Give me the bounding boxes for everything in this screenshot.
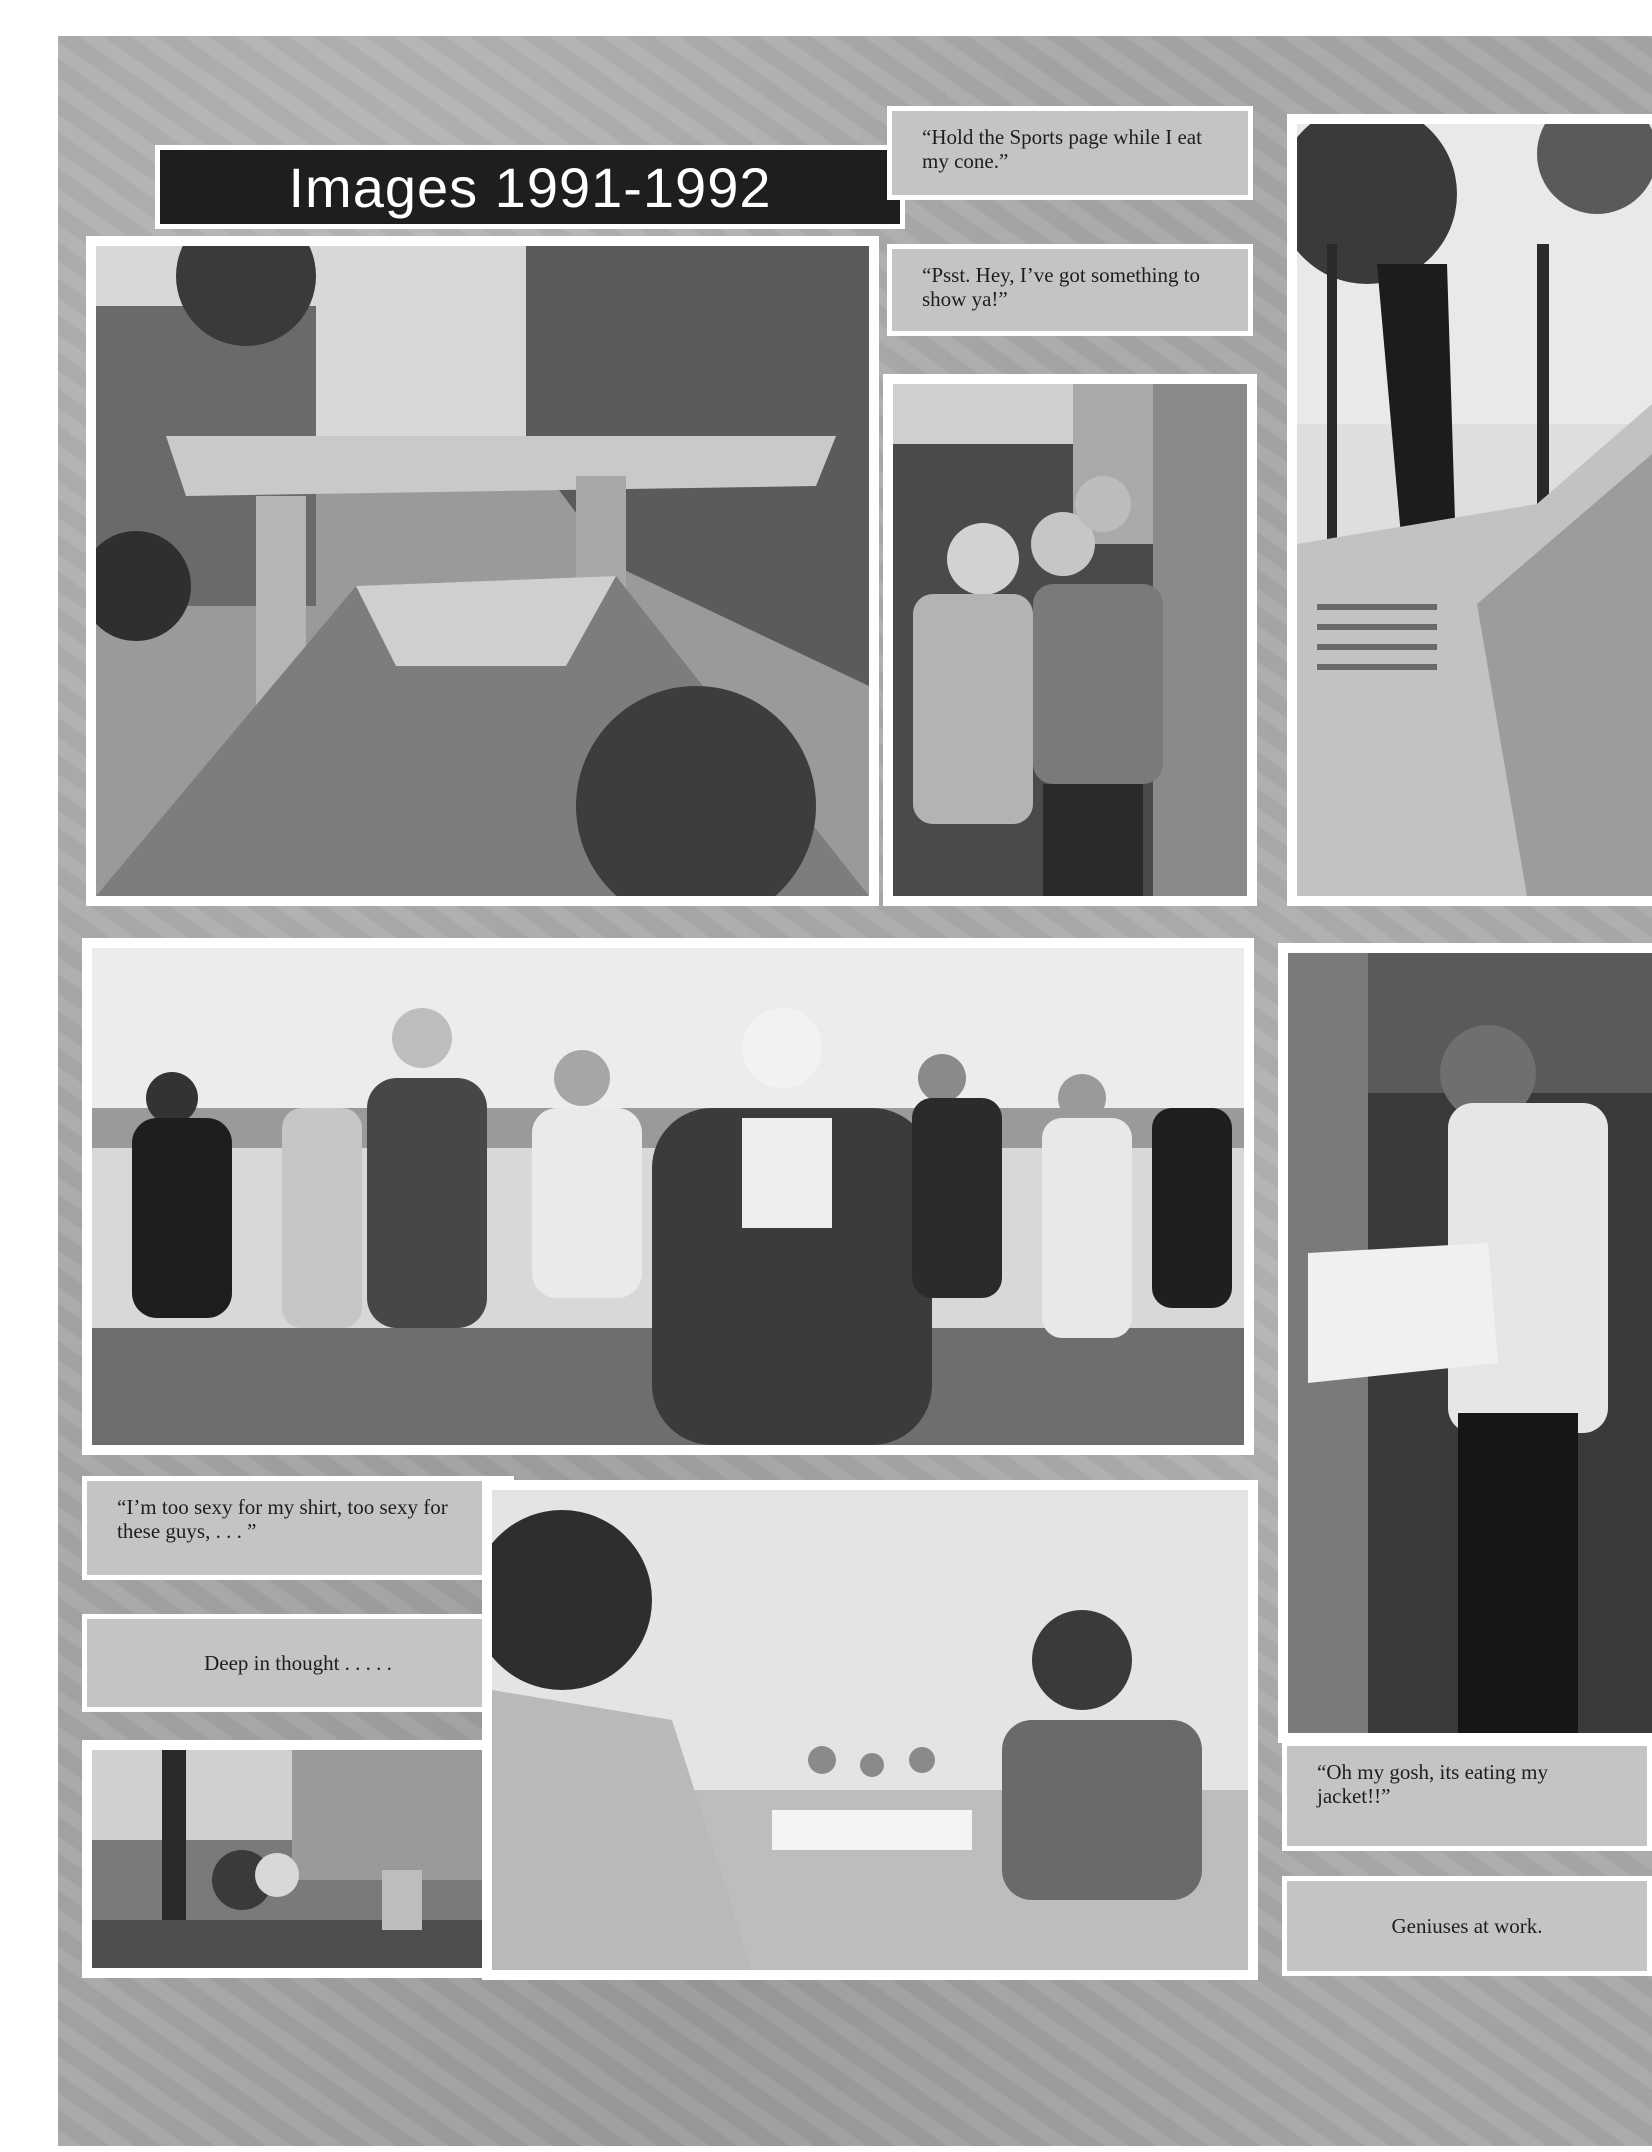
caption-geniuses xyxy=(1282,1876,1652,1976)
page-title: Images 1991-1992 xyxy=(288,155,772,219)
caption-deep-thought-text: Deep in thought . . . . . xyxy=(204,1651,392,1675)
photo-locker-jacket xyxy=(1288,953,1652,1733)
photo-boys-at-lockers xyxy=(893,384,1247,896)
page-title-banner xyxy=(155,145,905,229)
caption-too-sexy-text: “I’m too sexy for my shirt, too sexy for these guys, . . . ” xyxy=(117,1495,448,1543)
caption-eating-jacket-text: “Oh my gosh, its eating my jacket!!” xyxy=(1317,1760,1548,1808)
photo-sports-newspaper xyxy=(1297,124,1652,896)
caption-sports-page xyxy=(887,106,1253,200)
photo-crowd-walking xyxy=(92,948,1244,1445)
caption-eating-jacket xyxy=(1282,1741,1652,1851)
yearbook-page xyxy=(58,36,1652,2146)
caption-too-sexy xyxy=(82,1476,514,1580)
caption-deep-thought xyxy=(82,1614,514,1712)
photo-students-under-tree xyxy=(92,1750,504,1968)
caption-geniuses-text: Geniuses at work. xyxy=(1391,1914,1543,1938)
caption-psst xyxy=(887,244,1253,336)
caption-sports-page-text: “Hold the Sports page while I eat my cone.” xyxy=(922,125,1202,173)
photo-students-studying xyxy=(492,1490,1248,1970)
caption-psst-text: “Psst. Hey, I’ve got something to show ya!” xyxy=(922,263,1201,311)
photo-building-entrance xyxy=(96,246,869,896)
